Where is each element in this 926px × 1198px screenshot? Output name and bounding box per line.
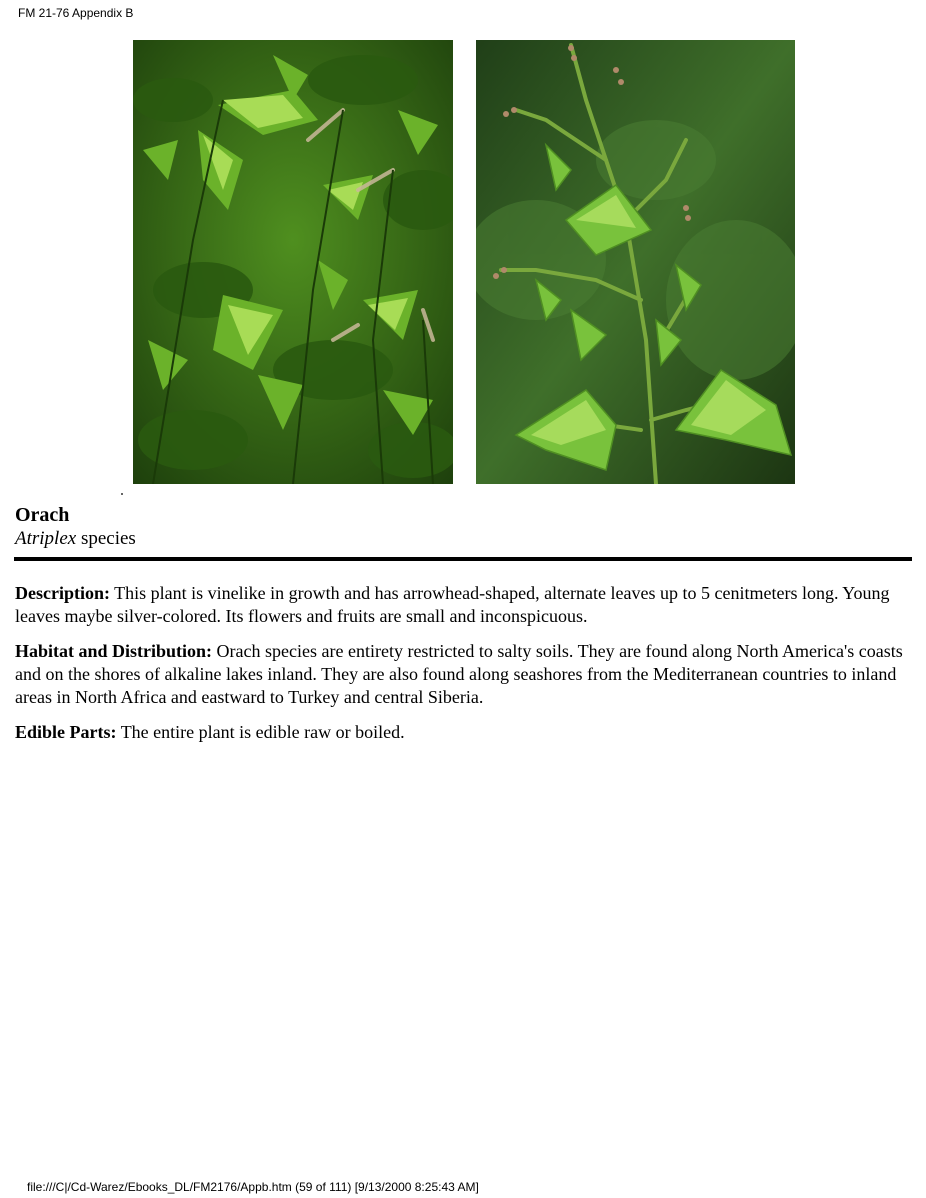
section-divider xyxy=(14,557,912,561)
edible-parts-text: The entire plant is edible raw or boiled. xyxy=(120,722,405,742)
page-header: FM 21-76 Appendix B xyxy=(18,6,134,20)
thicket-illustration xyxy=(133,40,453,484)
plant-genus: Atriplex xyxy=(15,528,77,549)
plant-species-word: species xyxy=(80,528,136,549)
plant-details xyxy=(15,582,915,756)
habitat-label: Habitat and Distribution: xyxy=(15,641,213,661)
description-paragraph xyxy=(15,582,915,628)
habitat-text: Orach species are entirety restricted to salty soils. They are found along North America's coasts and on the shores of alkaline lakes inland. They are also found along seashores from the Mediterranean countries to inland areas in North Africa and eastward to Turkey and central Siberia. xyxy=(15,641,903,707)
description-label: Description: xyxy=(15,583,110,603)
photo-orach-stem xyxy=(476,40,795,484)
photo-orach-thicket xyxy=(133,40,453,484)
description-text: This plant is vinelike in growth and has arrowhead-shaped, alternate leaves up to 5 cenitmeters long. Young leaves maybe silver-colored. Its flowers and fruits are small and inconspicuous. xyxy=(15,583,890,626)
scan-speck xyxy=(121,493,123,495)
plant-scientific-name xyxy=(15,528,136,550)
edible-parts-label: Edible Parts: xyxy=(15,722,117,742)
edible-parts-paragraph xyxy=(15,721,915,744)
habitat-paragraph xyxy=(15,640,915,709)
plant-common-name: Orach xyxy=(15,504,70,526)
page-footer: file:///C|/Cd-Warez/Ebooks_DL/FM2176/Appb.htm (59 of 111) [9/13/2000 8:25:43 AM] xyxy=(27,1180,479,1194)
stem-illustration xyxy=(476,40,795,484)
